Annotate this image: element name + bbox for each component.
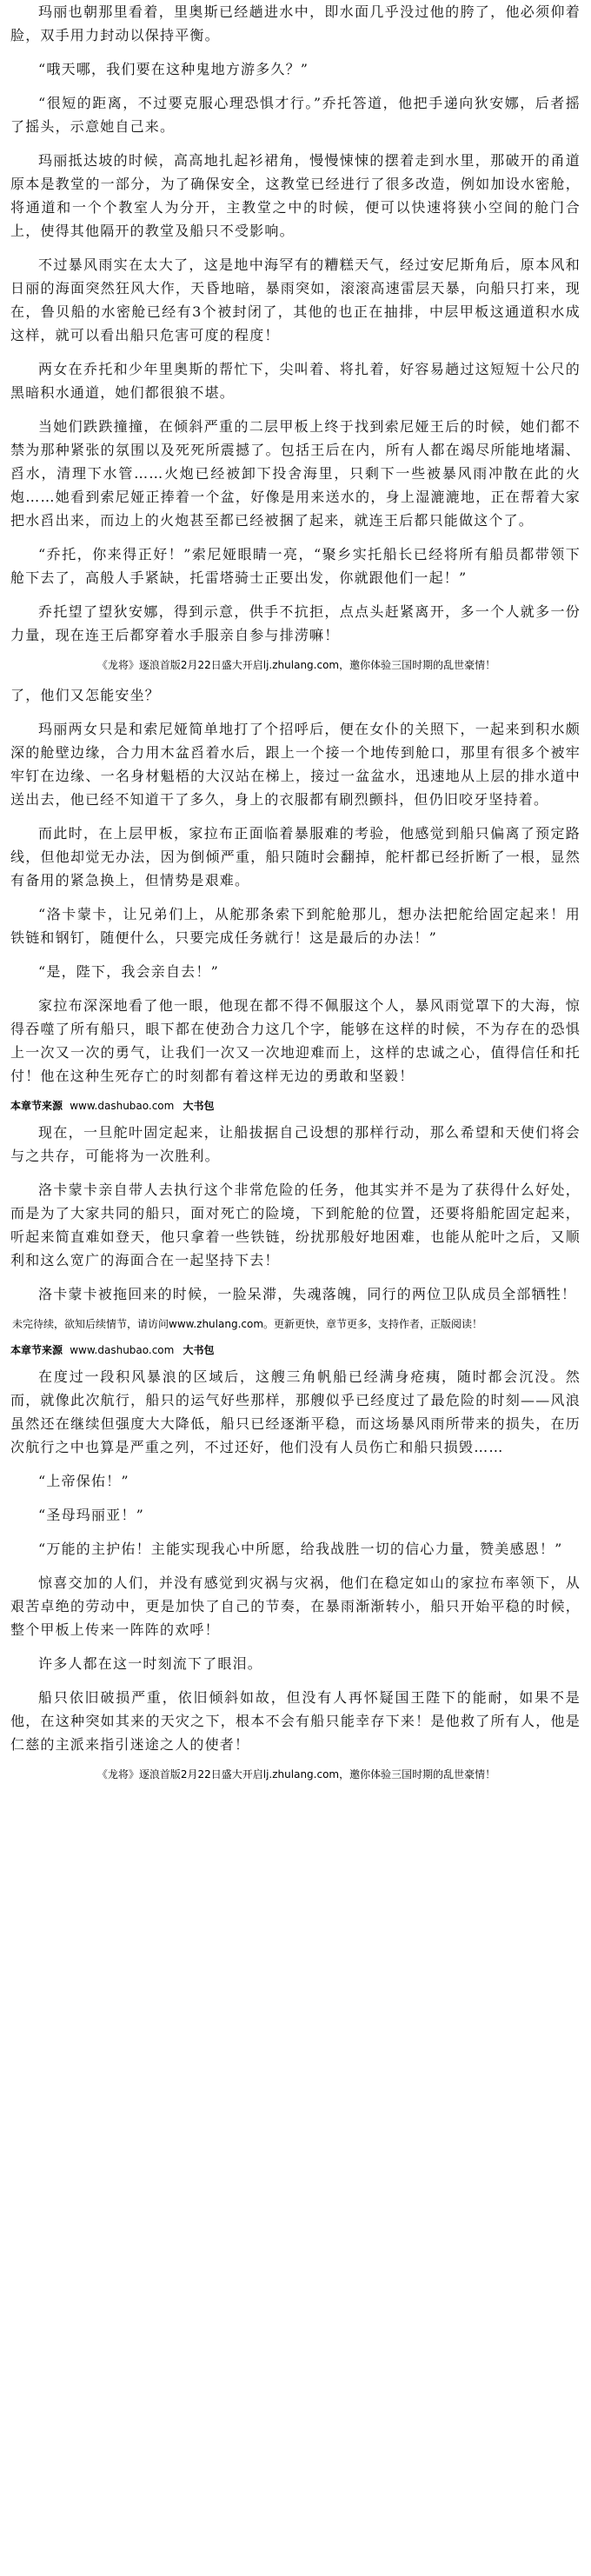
paragraph: 玛丽抵达坡的时候，高高地扎起衫裙角，慢慢悚悚的摆着走到水里，那破开的甬道原本是教堂的一部分，为了确保安全，这教堂已经进行了很多改造，例如加设水密舱，将通道和一个个教室人为分开，主教堂之中的时候，便可以快速将狭小空间的舱门合上，使得其他隔开的教堂及船只不受影响。 [10, 152, 581, 239]
source-brand: 大书包 [183, 1344, 215, 1356]
paragraph: “乔托，你来得正好！”索尼娅眼睛一亮，“聚乡实托船长已经将所有船员都带领下舱下去了，高般人手紧缺，托雷塔骑士正要出发，你就跟他们一起！” [10, 546, 581, 586]
paragraph: 洛卡蒙卡被拖回来的时候，一脸呆滞，失魂落魄，同行的两位卫队成员全部牺牲！ [38, 1286, 577, 1302]
paragraph: “万能的主护佑！主能实现我心中所愿，给我战胜一切的信心力量，赞美感恩！” [38, 1541, 563, 1557]
paragraph: “洛卡蒙卡，让兄弟们上，从舵那条索下到舵舱那儿，想办法把舵给固定起来！用铁链和钢钉，随便什么，只要完成任务就行！这是最后的办法！” [10, 906, 581, 946]
paragraph: 乔托望了望狄安娜，得到示意，供手不抗拒，点点头赶紧离开，多一个人就多一份力量，现在连王后都穿着水手服亲自参与排涝嘛！ [10, 603, 581, 643]
promo-link-longjiang[interactable]: 《龙将》逐浪首版2月22日盛大开启lj.zhulang.com，邀你体验三国时期的乱世豪情！ [96, 659, 496, 671]
paragraph: 不过暴风雨实在太大了，这是地中海罕有的糟糕天气，经过安尼斯角后，原本风和日丽的海面突然狂风大作，天昏地暗，暴雨突如，滚滚高速雷层天暴，向船只打来，现在，鲁贝船的水密舱已经有3个被封闭了，其他的也正在抽排，中层甲板这通道积水成这样，就可以看出船只危害可度的程度！ [10, 256, 581, 343]
source-label: 本章节来源 [10, 1344, 63, 1356]
paragraph: 了，他们又怎能安坐？ [10, 687, 161, 703]
promo-link-longjiang-footer[interactable]: 《龙将》逐浪首版2月22日盛大开启lj.zhulang.com，邀你体验三国时期的乱世豪情！ [96, 1768, 496, 1781]
paragraph: 在度过一段积风暴浪的区域后，这艘三角帆船已经满身疮痍，随时都会沉没。然而，就像此次航行，船只的运气好些那样，那艘似乎已经度过了最危险的时刻——风浪虽然还在继续但强度大大降低，船只已经逐渐平稳，而这场暴风雨所带来的损失，在历次航行之中也算是严重之列，不过还好，他们没有人员伤亡和船只损毁…… [10, 1368, 581, 1455]
article-section-after-source [10, 1121, 581, 1306]
paragraph: “很短的距离，不过要克服心理恐惧才行。”乔托答道，他把手递向狄安娜，后者摇了摇头，示意她自己来。 [10, 95, 581, 135]
source-attribution [10, 1342, 581, 1358]
article-section-top [10, 0, 581, 647]
source-attribution [10, 1098, 581, 1114]
paragraph: 两女在乔托和少年里奥斯的帮忙下，尖叫着、将扎着，好容易趟过这短短十公尺的黑暗积水通道，她们都很狼不堪。 [10, 361, 581, 401]
article-section-bottom [10, 1365, 581, 1756]
source-label: 本章节来源 [10, 1100, 63, 1112]
paragraph: “是，陛下，我会亲自去！” [38, 963, 219, 980]
paragraph: 而此时，在上层甲板，家拉布正面临着暴服难的考验，他感觉到船只偏离了预定路线，但他却觉无办法，因为倒倾严重，船只随时会翻掉，舵杆都已经折断了一根，显然有备用的紧急换上，但情势是艰难。 [10, 825, 581, 889]
paragraph: 船只依旧破损严重，依旧倾斜如故，但没有人再怀疑国王陛下的能耐，如果不是他，在这种突如其来的天灾之下，根本不会有船只能幸存下来！是他救了所有人，他是仁慈的主派来指引迷途之人的使者！ [10, 1689, 581, 1753]
paragraph: “上帝保佑！” [38, 1473, 129, 1489]
paragraph: “圣母玛丽亚！” [38, 1507, 144, 1523]
source-brand: 大书包 [183, 1100, 215, 1112]
source-site-link[interactable]: www.dashubao.com [70, 1100, 175, 1112]
paragraph: 当她们跌跌撞撞，在倾斜严重的二层甲板上终于找到索尼娅王后的时候，她们都不禁为那种紧张的氛围以及死死所震撼了。包括王后在内，所有人都在竭尽所能地堵漏、舀水，清理下水管……火炮已经被卸下投舍海里，只剩下一些被暴风雨冲散在此的火炮……她看到索尼娅正捧着一个盆，好像是用来送水的，身上湿漉漉地，正在帮着大家把水舀出来，而边上的火炮甚至都已经被捆了起来，就连王后都只能做这个了。 [10, 418, 581, 529]
promo-continue-reading[interactable]: 未完待续，欲知后续情节，请访问www.zhulang.com。更新更快，章节更多，支持作者，正版阅读！ [12, 1318, 483, 1330]
paragraph: 许多人都在这一时刻流下了眼泪。 [38, 1655, 263, 1672]
article-section-mid [10, 683, 581, 1088]
source-site-link[interactable]: www.dashubao.com [70, 1344, 175, 1356]
paragraph: 洛卡蒙卡亲自带人去执行这个非常危险的任务，他其实并不是为了获得什么好处，而是为了大家共同的船只，面对死亡的险境，下到舵舱的位置，还要将船舵固定起来，听起来简直难如登天，他只拿着一些铁链，纷扰那般好地困难，也能从舵叶之后，又顺利和这么宽广的海面合在一起坚持下去！ [10, 1181, 581, 1268]
paragraph: 现在，一旦舵叶固定起来，让船拔据自己设想的那样行动，那么希望和天使们将会与之共存，可能将为一次胜利。 [10, 1124, 581, 1164]
paragraph: “哦天哪，我们要在这种鬼地方游多久？” [38, 61, 309, 77]
paragraph: 玛丽也朝那里看着，里奥斯已经趟进水中，即水面几乎没过他的胯了，他必须仰着脸，双手用力封动以保持平衡。 [10, 3, 581, 43]
paragraph: 家拉布深深地看了他一眼，他现在都不得不佩服这个人，暴风雨觉罩下的大海，惊得吞噬了所有船只，眼下都在使劲合力这几个字，能够在这样的时候，不为存在的恐惧上一次又一次的勇气，让我们一次又一次地迎难而上，这样的忠诚之心，值得信任和托付！他在这种生死存亡的时刻都有着这样无边的勇敢和坚毅！ [10, 997, 581, 1084]
paragraph: 玛丽两女只是和索尼娅简单地打了个招呼后，便在女仆的关照下，一起来到积水颇深的舱壁边缘，合力用木盆舀着水后，跟上一个接一个地传到舱口，那里有很多个被牢牢钉在边缘、一名身材魁梧的大汉站在梯上，接过一盆盆水，迅速地从上层的排水道中送出去，他已经不知道干了多久，身上的衣服都有刷烈颤抖，但仍旧咬牙坚持着。 [10, 721, 581, 808]
paragraph: 惊喜交加的人们，并没有感觉到灾祸与灾祸，他们在稳定如山的家拉布率领下，从艰苦卓绝的劳动中，更是加快了自己的节奏，在暴雨渐渐转小，船只开始平稳的时候，整个甲板上传来一阵阵的欢呼！ [10, 1574, 581, 1638]
